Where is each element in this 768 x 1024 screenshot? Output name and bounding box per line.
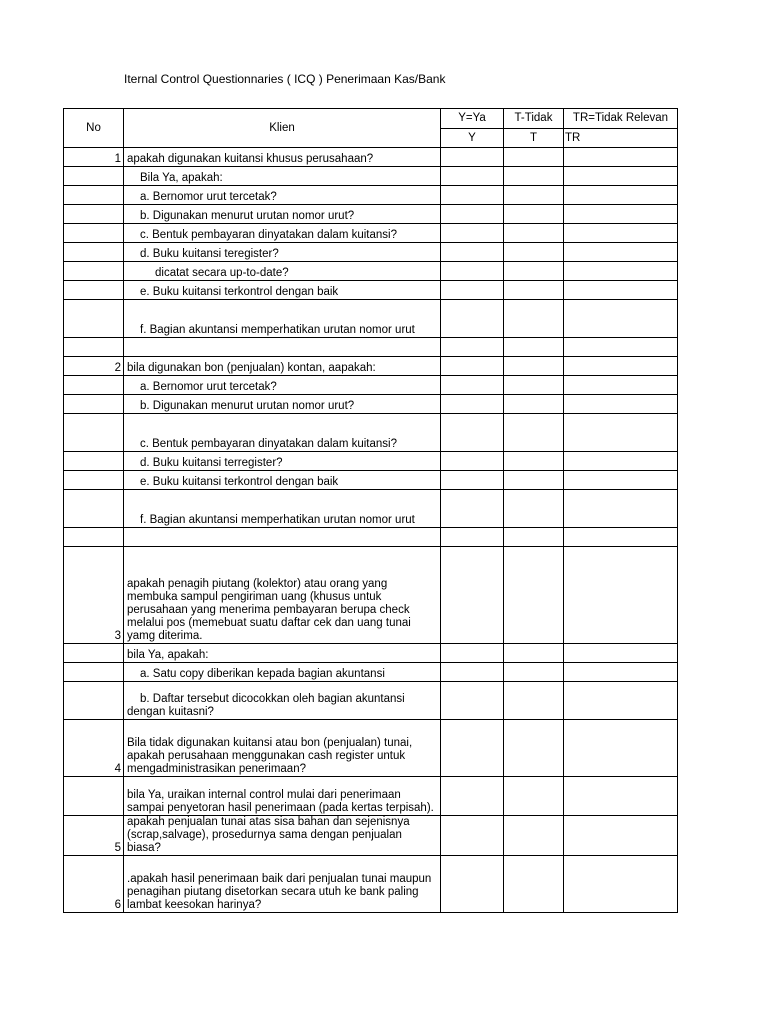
row-number xyxy=(64,682,124,720)
header-no: No xyxy=(64,109,124,148)
row-number xyxy=(64,414,124,452)
question-text: e. Buku kuitansi terkontrol dengan baik xyxy=(124,471,441,490)
header-klien: Klien xyxy=(124,109,441,148)
header-tidak: T-Tidak xyxy=(504,109,564,129)
header-ya: Y=Ya xyxy=(441,109,504,129)
answer-cell-tr[interactable] xyxy=(564,663,678,682)
question-text: f. Bagian akuntansi memperhatikan urutan nomor urut xyxy=(124,490,441,528)
table-row xyxy=(64,682,678,720)
table-row xyxy=(64,167,678,186)
table-row xyxy=(64,471,678,490)
answer-cell-y[interactable] xyxy=(441,547,504,644)
answer-cell-y[interactable] xyxy=(441,528,504,547)
row-number xyxy=(64,452,124,471)
answer-cell-tr[interactable] xyxy=(564,338,678,357)
question-text: b. Digunakan menurut urutan nomor urut? xyxy=(124,395,441,414)
answer-cell-tr[interactable] xyxy=(564,471,678,490)
answer-cell-y[interactable] xyxy=(441,243,504,262)
table-row xyxy=(64,490,678,528)
row-number: 1 xyxy=(64,148,124,167)
answer-cell-t[interactable] xyxy=(504,205,564,224)
row-number: 6 xyxy=(64,856,124,913)
answer-cell-y[interactable] xyxy=(441,205,504,224)
document-title: Iternal Control Questionnaries ( ICQ ) Penerimaan Kas/Bank xyxy=(124,72,446,86)
answer-cell-y[interactable] xyxy=(441,816,504,856)
header-tidak-relevan: TR=Tidak Relevan xyxy=(564,109,678,129)
answer-cell-tr[interactable] xyxy=(564,167,678,186)
question-text: d. Buku kuitansi terregister? xyxy=(124,452,441,471)
table-row xyxy=(64,357,678,376)
answer-cell-y[interactable] xyxy=(441,300,504,338)
answer-cell-t[interactable] xyxy=(504,148,564,167)
header-t-code: T xyxy=(504,129,564,148)
answer-cell-t[interactable] xyxy=(504,224,564,243)
question-text: b. Digunakan menurut urutan nomor urut? xyxy=(124,205,441,224)
header-row-top xyxy=(64,109,678,129)
row-number xyxy=(64,528,124,547)
answer-cell-tr[interactable] xyxy=(564,148,678,167)
table-row xyxy=(64,644,678,663)
answer-cell-tr[interactable] xyxy=(564,262,678,281)
question-text: f. Bagian akuntansi memperhatikan urutan nomor urut xyxy=(124,300,441,338)
table-row xyxy=(64,148,678,167)
answer-cell-tr[interactable] xyxy=(564,281,678,300)
row-number: 2 xyxy=(64,357,124,376)
table-row xyxy=(64,243,678,262)
answer-cell-tr[interactable] xyxy=(564,528,678,547)
answer-cell-tr[interactable] xyxy=(564,414,678,452)
answer-cell-tr[interactable] xyxy=(564,816,678,856)
answer-cell-y[interactable] xyxy=(441,471,504,490)
table-row xyxy=(64,395,678,414)
answer-cell-t[interactable] xyxy=(504,186,564,205)
row-number xyxy=(64,376,124,395)
row-number xyxy=(64,471,124,490)
answer-cell-y[interactable] xyxy=(441,167,504,186)
table-row xyxy=(64,663,678,682)
answer-cell-y[interactable] xyxy=(441,777,504,816)
table-row xyxy=(64,452,678,471)
question-text: a. Bernomor urut tercetak? xyxy=(124,186,441,205)
answer-cell-y[interactable] xyxy=(441,148,504,167)
question-text: e. Buku kuitansi terkontrol dengan baik xyxy=(124,281,441,300)
answer-cell-t[interactable] xyxy=(504,243,564,262)
answer-cell-tr[interactable] xyxy=(564,395,678,414)
answer-cell-y[interactable] xyxy=(441,338,504,357)
question-text: .apakah hasil penerimaan baik dari penjualan tunai maupun penagihan piutang disetorkan secara utuh ke bank paling lambat keesokan harinya? xyxy=(124,856,441,913)
row-number xyxy=(64,300,124,338)
table-row xyxy=(64,547,678,644)
question-text: c. Bentuk pembayaran dinyatakan dalam kuitansi? xyxy=(124,224,441,243)
answer-cell-t[interactable] xyxy=(504,856,564,913)
table-row xyxy=(64,816,678,856)
question-text: dicatat secara up-to-date? xyxy=(124,262,441,281)
answer-cell-tr[interactable] xyxy=(564,186,678,205)
answer-cell-tr[interactable] xyxy=(564,720,678,777)
row-number xyxy=(64,395,124,414)
answer-cell-y[interactable] xyxy=(441,414,504,452)
row-number xyxy=(64,281,124,300)
answer-cell-y[interactable] xyxy=(441,644,504,663)
question-text: bila Ya, uraikan internal control mulai dari penerimaan sampai penyetoran hasil penerimaan (pada kertas terpisah). xyxy=(124,777,441,816)
table-row xyxy=(64,281,678,300)
table-row xyxy=(64,376,678,395)
question-text xyxy=(124,528,441,547)
answer-cell-y[interactable] xyxy=(441,376,504,395)
answer-cell-t[interactable] xyxy=(504,471,564,490)
table-row xyxy=(64,300,678,338)
question-text: a. Bernomor urut tercetak? xyxy=(124,376,441,395)
question-text xyxy=(124,338,441,357)
answer-cell-tr[interactable] xyxy=(564,490,678,528)
table-row xyxy=(64,777,678,816)
row-number xyxy=(64,224,124,243)
row-number xyxy=(64,644,124,663)
answer-cell-tr[interactable] xyxy=(564,376,678,395)
answer-cell-y[interactable] xyxy=(441,452,504,471)
question-text: bila digunakan bon (penjualan) kontan, aapakah: xyxy=(124,357,441,376)
question-text: apakah penagih piutang (kolektor) atau orang yang membuka sampul pengiriman uang (khusus untuk perusahaan yang menerima pembayaran berupa check melalui pos (memebuat suatu daftar cek dan uang tunai yamg diterima. xyxy=(124,547,441,644)
row-number xyxy=(64,205,124,224)
question-text: Bila tidak digunakan kuitansi atau bon (penjualan) tunai, apakah perusahaan menggunakan cash register untuk mengadministrasikan penerimaan? xyxy=(124,720,441,777)
answer-cell-t[interactable] xyxy=(504,777,564,816)
answer-cell-y[interactable] xyxy=(441,224,504,243)
answer-cell-t[interactable] xyxy=(504,281,564,300)
table-row xyxy=(64,720,678,777)
row-number xyxy=(64,663,124,682)
answer-cell-t[interactable] xyxy=(504,167,564,186)
answer-cell-t[interactable] xyxy=(504,663,564,682)
row-number xyxy=(64,262,124,281)
row-number xyxy=(64,186,124,205)
table-row xyxy=(64,338,678,357)
question-text: bila Ya, apakah: xyxy=(124,644,441,663)
table-row xyxy=(64,414,678,452)
row-number xyxy=(64,777,124,816)
question-text: a. Satu copy diberikan kepada bagian akuntansi xyxy=(124,663,441,682)
answer-cell-tr[interactable] xyxy=(564,357,678,376)
row-number xyxy=(64,338,124,357)
answer-cell-tr[interactable] xyxy=(564,777,678,816)
answer-cell-tr[interactable] xyxy=(564,856,678,913)
answer-cell-tr[interactable] xyxy=(564,547,678,644)
row-number xyxy=(64,243,124,262)
table-row xyxy=(64,262,678,281)
table-row xyxy=(64,224,678,243)
answer-cell-tr[interactable] xyxy=(564,224,678,243)
answer-cell-tr[interactable] xyxy=(564,644,678,663)
answer-cell-t[interactable] xyxy=(504,414,564,452)
question-text: b. Daftar tersebut dicocokkan oleh bagian akuntansi dengan kuitasni? xyxy=(124,682,441,720)
table-row xyxy=(64,186,678,205)
answer-cell-t[interactable] xyxy=(504,395,564,414)
question-text: Bila Ya, apakah: xyxy=(124,167,441,186)
answer-cell-t[interactable] xyxy=(504,262,564,281)
row-number: 5 xyxy=(64,816,124,856)
answer-cell-tr[interactable] xyxy=(564,682,678,720)
row-number xyxy=(64,490,124,528)
answer-cell-t[interactable] xyxy=(504,357,564,376)
answer-cell-t[interactable] xyxy=(504,490,564,528)
answer-cell-t[interactable] xyxy=(504,300,564,338)
answer-cell-y[interactable] xyxy=(441,357,504,376)
icq-table xyxy=(63,108,678,913)
answer-cell-tr[interactable] xyxy=(564,243,678,262)
answer-cell-y[interactable] xyxy=(441,281,504,300)
answer-cell-y[interactable] xyxy=(441,395,504,414)
question-text: d. Buku kuitansi teregister? xyxy=(124,243,441,262)
answer-cell-tr[interactable] xyxy=(564,300,678,338)
answer-cell-t[interactable] xyxy=(504,547,564,644)
answer-cell-y[interactable] xyxy=(441,682,504,720)
table-row xyxy=(64,528,678,547)
table-row xyxy=(64,856,678,913)
header-y-code: Y xyxy=(441,129,504,148)
answer-cell-tr[interactable] xyxy=(564,452,678,471)
row-number: 3 xyxy=(64,547,124,644)
answer-cell-t[interactable] xyxy=(504,644,564,663)
answer-cell-y[interactable] xyxy=(441,490,504,528)
answer-cell-t[interactable] xyxy=(504,376,564,395)
answer-cell-tr[interactable] xyxy=(564,205,678,224)
table-row xyxy=(64,205,678,224)
answer-cell-y[interactable] xyxy=(441,186,504,205)
answer-cell-y[interactable] xyxy=(441,856,504,913)
row-number xyxy=(64,167,124,186)
question-text: apakah digunakan kuitansi khusus perusahaan? xyxy=(124,148,441,167)
answer-cell-t[interactable] xyxy=(504,816,564,856)
answer-cell-t[interactable] xyxy=(504,452,564,471)
answer-cell-t[interactable] xyxy=(504,338,564,357)
answer-cell-t[interactable] xyxy=(504,682,564,720)
answer-cell-t[interactable] xyxy=(504,528,564,547)
row-number: 4 xyxy=(64,720,124,777)
question-text: apakah penjualan tunai atas sisa bahan dan sejenisnya (scrap,salvage), prosedurnya sama dengan penjualan biasa? xyxy=(124,816,441,856)
header-tr-code: TR xyxy=(564,129,678,148)
question-text: c. Bentuk pembayaran dinyatakan dalam kuitansi? xyxy=(124,414,441,452)
answer-cell-y[interactable] xyxy=(441,720,504,777)
answer-cell-y[interactable] xyxy=(441,663,504,682)
answer-cell-y[interactable] xyxy=(441,262,504,281)
answer-cell-t[interactable] xyxy=(504,720,564,777)
